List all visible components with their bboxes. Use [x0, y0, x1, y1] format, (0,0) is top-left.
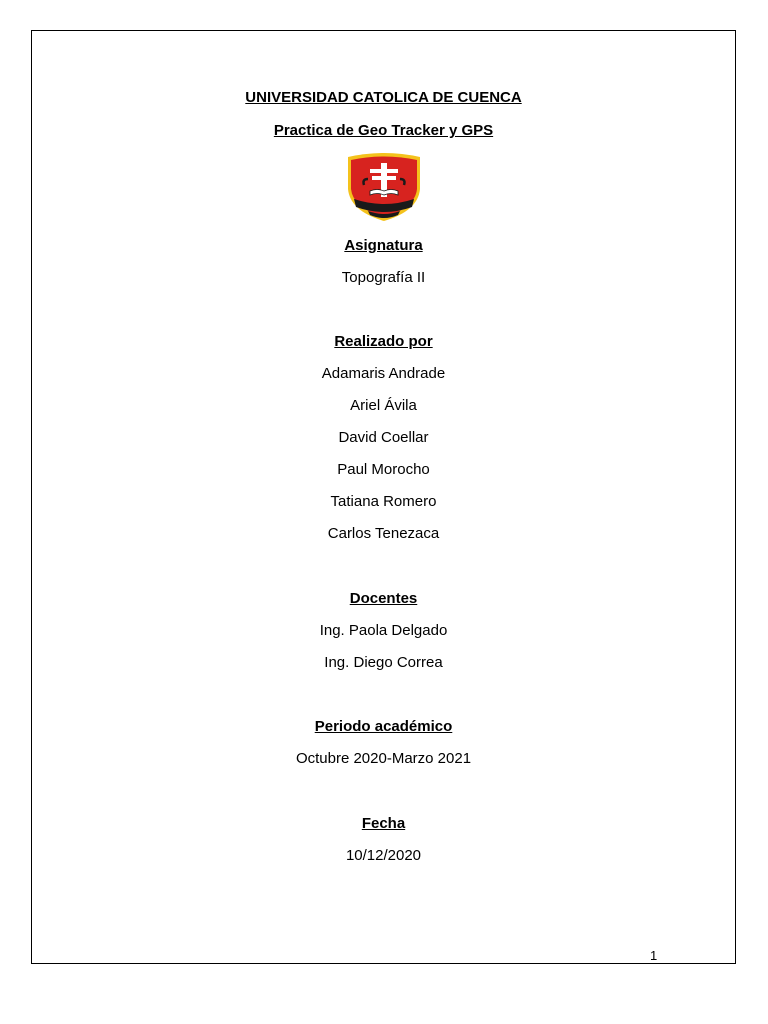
period-value: Octubre 2020-Marzo 2021	[295, 750, 472, 767]
date-heading: Fecha	[361, 815, 406, 832]
page-number: 1	[650, 948, 658, 963]
subject-value: Topografía II	[341, 269, 426, 286]
author-name: Paul Morocho	[337, 461, 430, 478]
author-name: Ariel Ávila	[350, 397, 417, 414]
university-crest-icon	[342, 151, 426, 223]
author-name: Adamaris Andrade	[321, 365, 446, 382]
document-title: Practica de Geo Tracker y GPS	[273, 122, 494, 139]
document-page	[31, 30, 736, 964]
teachers-heading: Docentes	[349, 590, 418, 607]
university-name: UNIVERSIDAD CATOLICA DE CUENCA	[245, 89, 522, 106]
subject-heading: Asignatura	[344, 237, 423, 254]
teacher-name: Ing. Paola Delgado	[319, 622, 448, 639]
period-heading: Periodo académico	[314, 718, 453, 735]
author-name: Tatiana Romero	[330, 493, 437, 510]
date-value: 10/12/2020	[345, 847, 422, 864]
authors-heading: Realizado por	[334, 333, 433, 350]
author-name: Carlos Tenezaca	[327, 525, 440, 542]
author-name: David Coellar	[338, 429, 429, 446]
teacher-name: Ing. Diego Correa	[324, 654, 443, 671]
